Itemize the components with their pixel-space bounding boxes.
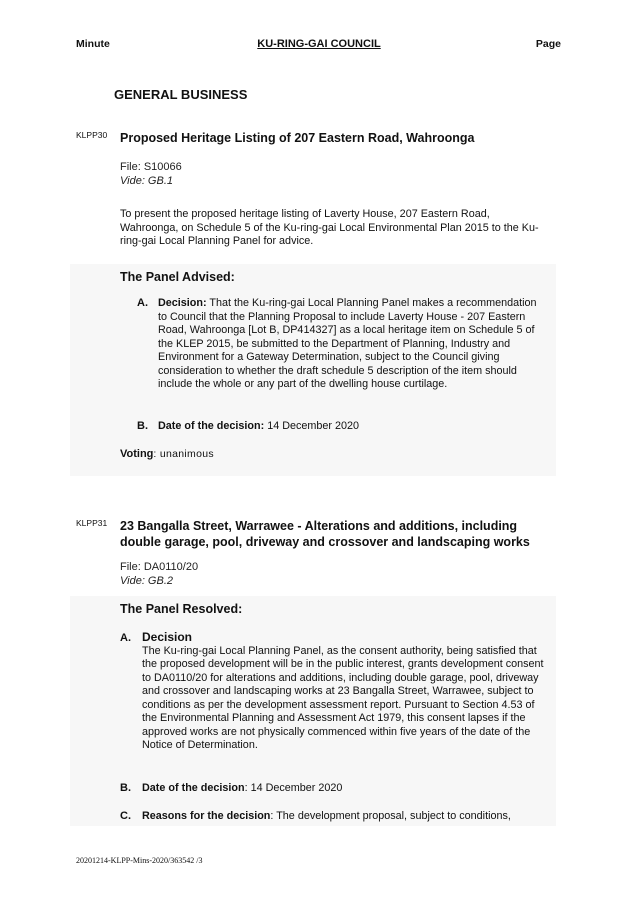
item1-file: File: S10066: [120, 161, 182, 173]
item2-c-letter: C.: [120, 810, 131, 822]
item2-decision-label: Decision: [142, 630, 193, 644]
item1-decision-label: Decision:: [158, 297, 207, 309]
item1-decision-text: That the Ku-ring-gai Local Planning Panel makes a recommendation to Council that the Planning Proposal to include Laverty House - 207 Eastern Road, Wahroonga [Lot B, DP414327] as a local heritage item on Schedule 5 of the KLEP 2015, be submitted to the Department of Planning, Industry and Environment for a Gateway Determination, subject to the Council giving consideration to whether the draft schedule 5 description of the item should include the whole or any part of the dwelling house curtilage.: [158, 297, 537, 390]
section-title: GENERAL BUSINESS: [114, 87, 248, 102]
item1-voting-value: : unanimous: [153, 448, 214, 460]
item2-b-letter: B.: [120, 782, 131, 794]
footer-reference: 20201214-KLPP-Mins-2020/363542 /3: [76, 856, 203, 865]
item2-reasons-text: : The development proposal, subject to conditions,: [270, 810, 511, 822]
header-council-name: KU-RING-GAI COUNCIL: [257, 38, 381, 50]
item1-vide: Vide: GB.1: [120, 175, 173, 187]
item1-code: KLPP30: [76, 130, 108, 140]
item1-title: Proposed Heritage Listing of 207 Eastern Road, Wahroonga: [120, 131, 475, 145]
item2-file: File: DA0110/20: [120, 561, 199, 573]
item2-reasons-label: Reasons for the decision: [142, 810, 271, 822]
item2-decision: [142, 631, 548, 753]
item1-decision: [158, 297, 548, 392]
item1-panel-heading: The Panel Advised:: [120, 270, 235, 284]
item2-date-value: : 14 December 2020: [244, 782, 343, 794]
item1-voting-label: Voting: [120, 448, 154, 460]
item2-code: KLPP31: [76, 518, 108, 528]
item1-b-letter: B.: [137, 420, 148, 432]
item1-panel: [70, 264, 556, 476]
item1-date: [158, 420, 548, 434]
item2-decision-text: The Ku-ring-gai Local Planning Panel, as the consent authority, being satisfied that the proposed development will be in the public interest, grants development consent to DA0110/20 for alterations and additions, including double garage, pool, driveway and crossover and landscaping works at 23 Bangalla Street, Warrawee, subject to conditions as per the development assessment report. Pursuant to Section 4.53 of the Environmental Planning and Assessment Act 1979, this consent lapses if the approved works are not physically commenced within five years of the date of the Notice of Determination.: [142, 644, 544, 751]
item1-voting: [120, 448, 214, 460]
item2-panel-heading: The Panel Resolved:: [120, 602, 243, 616]
item2-vide: Vide: GB.2: [120, 575, 173, 587]
header-page: Page: [535, 38, 561, 50]
item2-panel: [70, 596, 556, 826]
item2-reasons: [142, 810, 552, 824]
item1-purpose: To present the proposed heritage listing of Laverty House, 207 Eastern Road, Wahroonga, on Schedule 5 of the Ku-ring-gai Local Environmental Plan 2015 to the Ku-ring-gai Local Planning Panel for advice.: [120, 208, 539, 247]
item1-date-value: 14 December 2020: [267, 420, 360, 432]
item1-a-letter: A.: [137, 297, 148, 309]
item2-date: [142, 782, 548, 796]
item1-date-label: Date of the decision:: [158, 420, 265, 432]
item2-date-label: Date of the decision: [142, 782, 245, 794]
item2-a-letter: A.: [120, 632, 131, 644]
header-minute: Minute: [76, 38, 110, 50]
item2-title: 23 Bangalla Street, Warrawee - Alterations and additions, including double garage, pool, driveway and crossover and landscaping works: [120, 519, 530, 549]
